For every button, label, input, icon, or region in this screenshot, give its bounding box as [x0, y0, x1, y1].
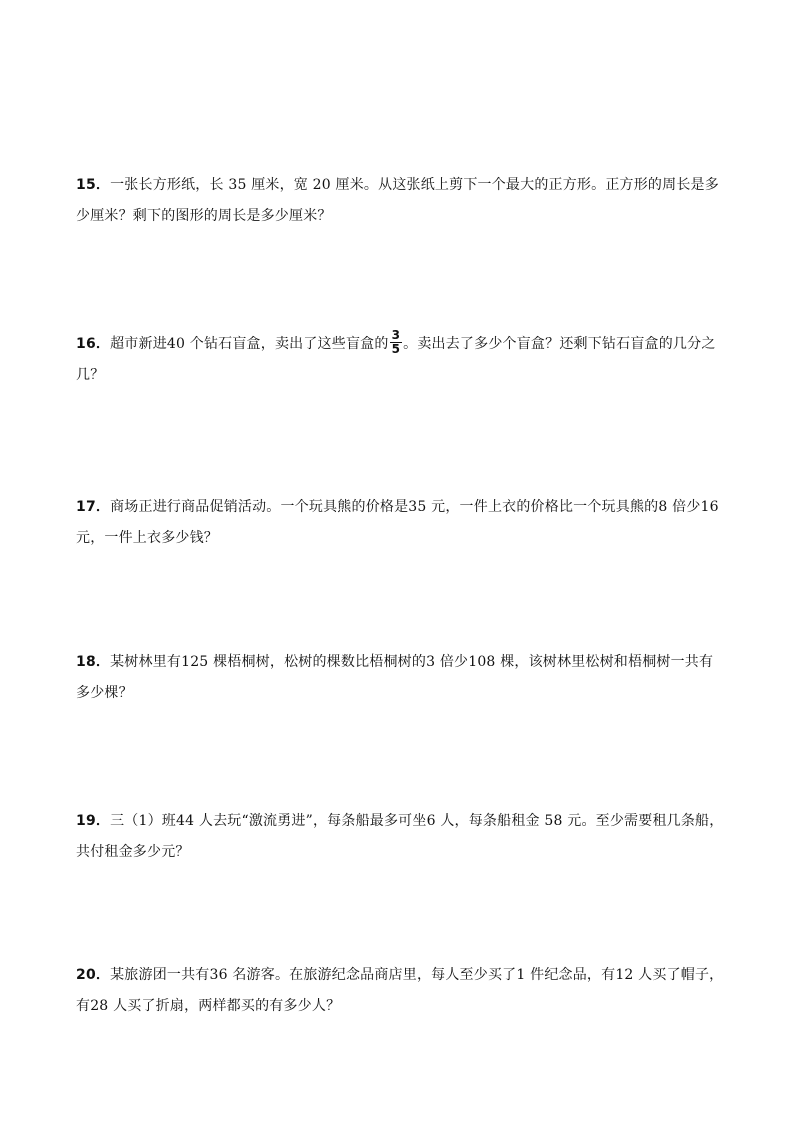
question-15: [76, 170, 724, 232]
question-18: [76, 647, 724, 709]
question-text: 商场正进行商品促销活动。一个玩具熊的价格是35 元，一件上衣的价格比一个玩具熊的8 倍少16 元，一件上衣多少钱？: [76, 499, 719, 546]
question-number: 19．: [76, 813, 111, 829]
fraction-numerator: 3: [391, 327, 401, 342]
question-text-after: 。卖出去了多少个盲盒？还剩下钻石盲盒的几分之几？: [76, 336, 716, 383]
question-number: 20．: [76, 967, 111, 983]
question-16: [76, 329, 724, 391]
question-number: 18．: [76, 654, 111, 670]
question-number: 16．: [76, 336, 111, 352]
question-text: 一张长方形纸，长 35 厘米，宽 20 厘米。从这张纸上剪下一个最大的正方形。正方形的周长是多少厘米？剩下的图形的周长是多少厘米？: [76, 177, 719, 224]
question-text: 三（1）班44 人去玩“激流勇进”，每条船最多可坐6 人，每条船租金 58 元。至少需要租几条船，共付租金多少元？: [76, 813, 724, 860]
question-19: [76, 806, 724, 868]
question-20: [76, 960, 724, 1022]
question-17: [76, 492, 724, 554]
question-text: 某树林里有125 棵梧桐树，松树的棵数比梧桐树的3 倍少108 棵，该树林里松树和梧桐树一共有多少棵？: [76, 654, 714, 701]
question-text-before: 超市新进40 个钻石盲盒，卖出了这些盲盒的: [110, 336, 389, 352]
fraction: [390, 329, 403, 356]
fraction-denominator: 5: [391, 341, 401, 356]
question-text: 某旅游团一共有36 名游客。在旅游纪念品商店里，每人至少买了1 件纪念品，有12 人买了帽子，有28 人买了折扇，两样都买的有多少人？: [76, 967, 724, 1014]
question-number: 17．: [76, 499, 111, 515]
question-number: 15．: [76, 177, 111, 193]
